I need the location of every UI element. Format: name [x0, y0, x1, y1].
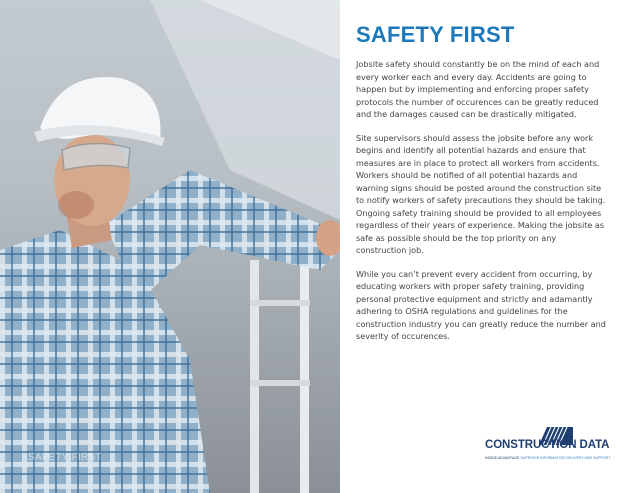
paragraph-conclusion: While you can’t prevent every accident from occurring, by educating workers with proper safety training, providing personal protective equipment and strictly and adamantly adhering to OSHA regulations and guidelines for the construction industry you can greatly reduce the number and severity of occurences.	[356, 268, 606, 341]
photo-caption: SAFETY FIRST	[28, 452, 102, 463]
page-title: SAFETY FIRST	[356, 22, 515, 47]
paragraph-supervisors: Site supervisors should assess the jobsite before any work begins and identify all potential hazards and ensure that measures are in place to protect all workers from accidents. Workers should be notified of all potential hazards and warning signs should be posted around the construction site to notify workers of safety precautions they should be taking. Ongoing safety training should be provided to all employees regardless of their years of experience. Making the jobsite as safe as possible should be the top priority on any construction job.	[356, 132, 606, 255]
article-content	[356, 22, 606, 354]
construction-data-logo	[485, 427, 615, 467]
logo-name: CONSTRUCTION DATA	[485, 439, 610, 451]
logo-tagline-rest: SUPERIOR INFORMATION DELIVERY AND SUPPORT	[519, 456, 611, 460]
logo-tagline	[485, 456, 615, 460]
logo-tagline-lead: INSIDE ADVANTAGE	[485, 456, 520, 460]
paragraph-intro: Jobsite safety should constantly be on the mind of each and every worker each and every day. Accidents are going to happen but by implementing and enforcing proper safety protocols the number of occurences can be greatly reduced and the damages caused can be drastically mitigated.	[356, 59, 600, 119]
